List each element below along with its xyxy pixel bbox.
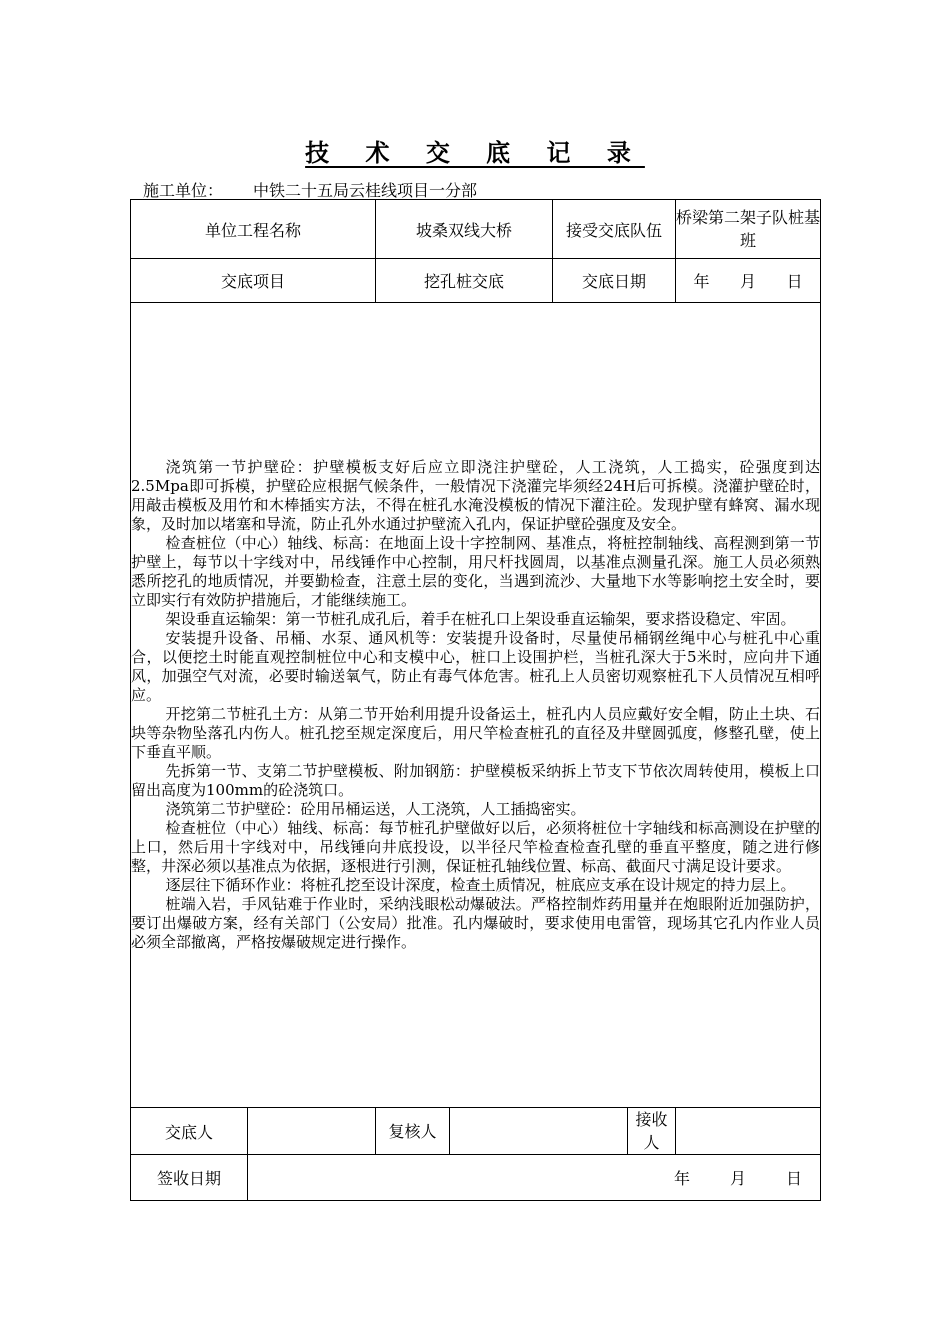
discloser-signature-field[interactable] bbox=[248, 1108, 376, 1155]
receiver-signature-field[interactable] bbox=[676, 1108, 821, 1155]
content-paragraph: 浇筑第二节护壁砼：砼用吊桶运送，人工浇筑，人工插捣密实。 bbox=[165, 800, 586, 818]
discloser-label: 交底人 bbox=[131, 1108, 248, 1155]
content-paragraph: 先拆第一节、支第二节护壁模板、附加钢筋：护壁模板采纳拆上节支下节依次周转使用，模板上口留出高度为100mm的砼浇筑口。 bbox=[131, 762, 821, 799]
sign-date-day: 日 bbox=[786, 1169, 803, 1188]
content-paragraph: 架设垂直运输架：第一节桩孔成孔后，着手在桩孔口上架设垂直运输架，要求搭设稳定、牢固。 bbox=[165, 610, 796, 628]
sign-date-field[interactable] bbox=[248, 1155, 821, 1201]
item-label: 交底项目 bbox=[131, 259, 376, 303]
receiving-team-value: 桥梁第二架子队桩基班 bbox=[676, 200, 821, 259]
date-year: 年 bbox=[693, 272, 710, 291]
reviewer-label: 复核人 bbox=[376, 1108, 450, 1155]
content-paragraph: 检查桩位（中心）轴线、标高：在地面上设十字控制网、基准点，将桩控制轴线、高程测到第一节护壁上，每节以十字线对中，吊线锤作中心控制，用尺杆找圆周，以基准点测量孔深。施工人员必须熟悉所挖孔的地质情况，并要勤检查，注意土层的变化，当遇到流沙、大量地下水等影响挖土安全时，要立即实行有效防护措施后，才能继续施工。 bbox=[131, 534, 821, 609]
sign-date-label: 签收日期 bbox=[131, 1155, 248, 1201]
construction-unit-label: 施工单位： bbox=[143, 181, 224, 200]
construction-unit-value: 中铁二十五局云桂线项目一分部 bbox=[253, 181, 478, 200]
disclosure-content bbox=[131, 303, 821, 1108]
content-paragraph: 开挖第二节桩孔土方：从第二节开始利用提升设备运土，桩孔内人员应戴好安全帽，防止土块、石块等杂物坠落孔内伤人。桩孔挖至规定深度后，用尺竿检查桩孔的直径及井壁圆弧度，修整孔壁，使上下垂直平顺。 bbox=[131, 705, 821, 761]
date-label: 交底日期 bbox=[553, 259, 676, 303]
sign-date-month: 月 bbox=[730, 1169, 747, 1188]
content-paragraph: 安装提升设备、吊桶、水泵、通风机等：安装提升设备时，尽量使吊桶钢丝绳中心与桩孔中心重合，以便挖土时能直观控制桩位中心和支模中心，桩口上设围护栏，当桩孔深大于5米时，应向井下通风，加强空气对流，必要时输送氧气，防止有毒气体危害。桩孔上人员密切观察桩孔下人员情况互相呼应。 bbox=[131, 629, 821, 704]
content-paragraph: 桩端入岩，手风钻难于作业时，采纳浅眼松动爆破法。严格控制炸药用量并在炮眼附近加强防护，要订出爆破方案，经有关部门（公安局）批准。孔内爆破时，要求使用电雷管，现场其它孔内作业人员必须全部撤离，严格按爆破规定进行操作。 bbox=[131, 895, 821, 951]
item-value: 挖孔桩交底 bbox=[376, 259, 553, 303]
content-row bbox=[131, 303, 821, 1108]
date-month: 月 bbox=[740, 272, 757, 291]
date-day: 日 bbox=[786, 272, 803, 291]
receiver-label: 接收人 bbox=[628, 1108, 676, 1155]
header-row-1 bbox=[131, 200, 821, 259]
disclosure-date-value bbox=[676, 259, 821, 303]
header-row-2 bbox=[131, 259, 821, 303]
construction-unit-line bbox=[143, 178, 477, 201]
content-body bbox=[131, 458, 820, 952]
reviewer-signature-field[interactable] bbox=[450, 1108, 628, 1155]
receiving-team-label: 接受交底队伍 bbox=[553, 200, 676, 259]
project-name-value: 坡桑双线大桥 bbox=[376, 200, 553, 259]
signature-row bbox=[131, 1108, 821, 1155]
document-title: 技 术 交 底 记 录 bbox=[305, 138, 645, 167]
sign-date-row bbox=[131, 1155, 821, 1201]
sign-date-year: 年 bbox=[674, 1169, 691, 1188]
content-paragraph: 浇筑第一节护壁砼：护壁模板支好后应立即浇注护壁砼，人工浇筑，人工捣实，砼强度到达2.5Mpa即可拆模，护壁砼应根据气候条件，一般情况下浇灌完毕须经24H后可拆模。浇灌护壁砼时，用敲击模板及用竹和木棒插实方法，不得在桩孔水淹没模板的情况下灌注砼。发现护壁有蜂窝、漏水现象，及时加以堵塞和导流，防止孔外水通过护壁流入孔内，保证护壁砼强度及安全。 bbox=[131, 458, 821, 533]
content-paragraph: 检查桩位（中心）轴线、标高：每节桩孔护壁做好以后，必须将桩位十字轴线和标高测设在护壁的上口，然后用十字线对中，吊线锤向井底投设，以半径尺竿检查检查孔壁的垂直平整度，随之进行修整，井深必须以基准点为依据，逐根进行引测，保证桩孔轴线位置、标高、截面尺寸满足设计要求。 bbox=[131, 819, 821, 875]
project-name-label: 单位工程名称 bbox=[131, 200, 376, 259]
content-paragraph: 逐层往下循环作业：将桩孔挖至设计深度，检查土质情况，桩底应支承在设计规定的持力层上。 bbox=[165, 876, 796, 894]
disclosure-form-table bbox=[130, 199, 821, 1201]
